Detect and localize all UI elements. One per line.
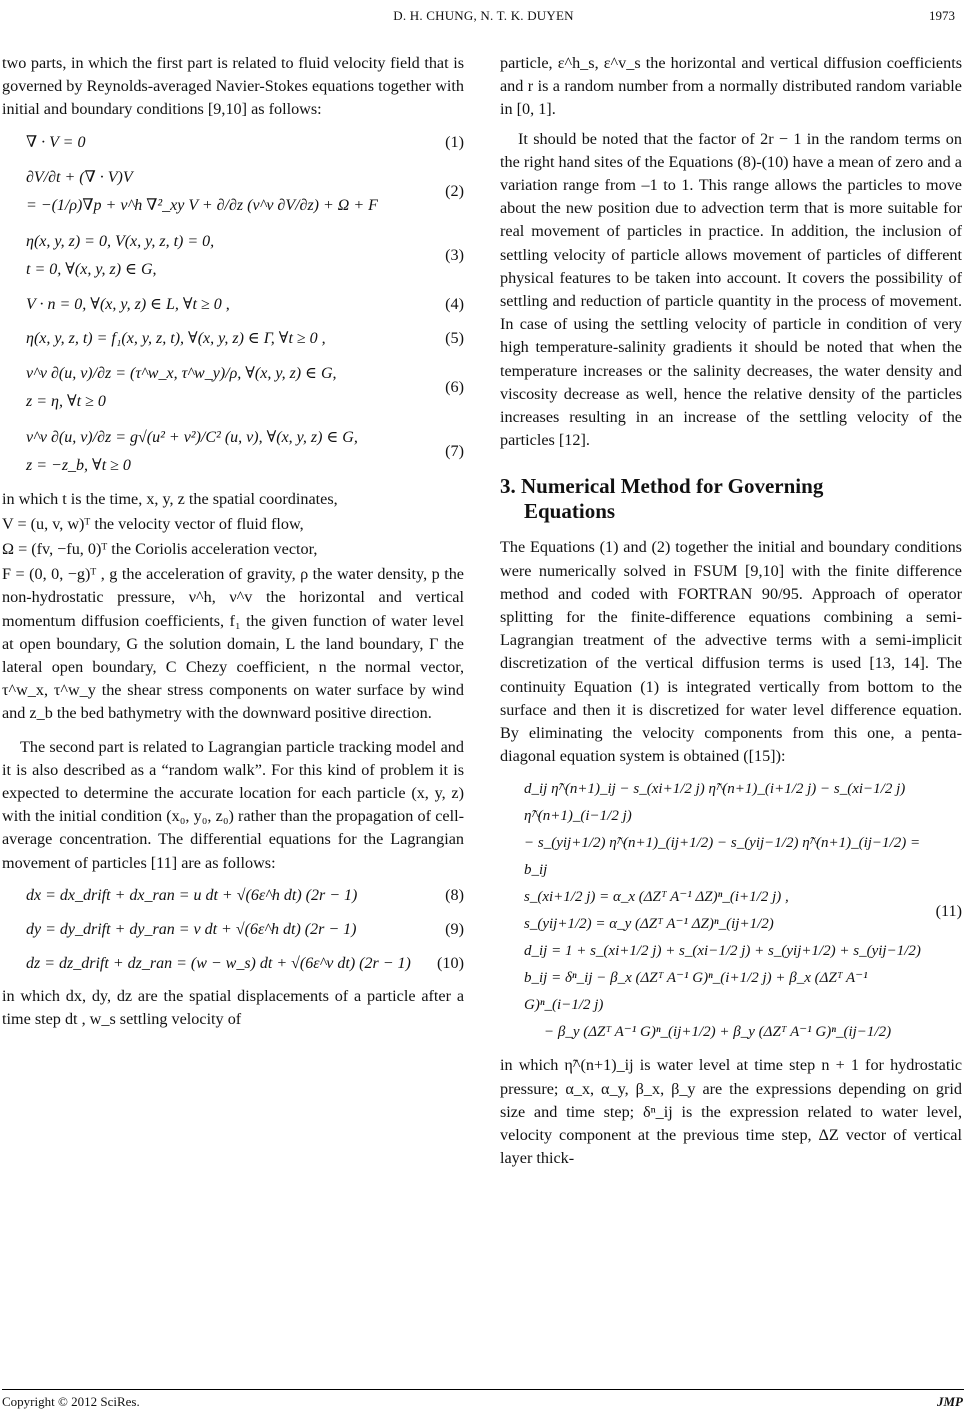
journal-abbreviation: JMP — [937, 1394, 963, 1409]
equation-line: η(x, y, z) = 0, V(x, y, z, t) = 0, — [26, 232, 215, 250]
paragraph: in which dx, dy, dz are the spatial displacements of a particle after a time step dt , w_s settling velocity of — [2, 986, 464, 1029]
equation-3 — [2, 228, 464, 284]
equation-number: (9) — [445, 920, 464, 939]
equation-line: b_ij = δⁿ_ij − β_x (ΔZᵀ A⁻¹ G)ⁿ_(i+1/2 j) + β_x (ΔZᵀ A⁻¹ G)ⁿ_(i−1/2 j) — [524, 970, 868, 1014]
equation-number: (5) — [445, 329, 464, 347]
page-number: 1973 — [929, 8, 955, 23]
right-column — [500, 52, 962, 1171]
equation-2 — [2, 164, 464, 220]
equation-line: t = 0, ∀(x, y, z) ∈ G, — [26, 260, 157, 278]
left-column — [2, 52, 464, 1031]
equation-body: V · n = 0, ∀(x, y, z) ∈ L, ∀t ≥ 0 , — [26, 295, 230, 313]
equation-number: (6) — [445, 378, 464, 396]
equation-number: (4) — [445, 295, 464, 313]
symbol-definition: in which t is the time, x, y, z the spatial coordinates, — [2, 489, 338, 508]
equation-line: s_(xi+1/2 j) = α_x (ΔZᵀ A⁻¹ ΔZ)ⁿ_(i+1/2 j) , — [524, 889, 789, 906]
equation-number: (3) — [445, 246, 464, 264]
equation-6 — [2, 360, 464, 416]
equation-5 — [2, 326, 464, 352]
equation-1 — [2, 130, 464, 156]
paragraph: The second part is related to Lagrangian particle tracking model and it is also described as a “random walk”. For this kind of problem it is expected to determine the accurate location for each particle (x, y, z) with the initial condition (x₀, y₀, z₀) rather than the propagation of cell-average concentration. The differential equations for the Lagrangian movement of particles [11] are as follows: — [2, 737, 464, 872]
equation-line: − β_y (ΔZᵀ A⁻¹ G)ⁿ_(ij+1/2) + β_y (ΔZᵀ A⁻¹ G)ⁿ_(ij−1/2) — [544, 1024, 892, 1041]
equation-number: (8) — [445, 886, 464, 905]
equation-line: z = −z_b, ∀t ≥ 0 — [26, 456, 131, 474]
equation-8 — [2, 883, 464, 909]
equation-line: d_ij η̃^(n+1)_ij − s_(xi+1/2 j) η̃^(n+1)_(i+1/2 j) − s_(xi−1/2 j) η̃^(n+1)_(i−1/2 j) — [524, 781, 906, 825]
equation-line: ν^v ∂(u, v)/∂z = (τ^w_x, τ^w_y)/ρ, ∀(x, y, z) ∈ G, — [26, 364, 337, 382]
section-heading-line: Equations — [524, 499, 616, 524]
equation-7 — [2, 424, 464, 480]
equation-line: ν^v ∂(u, v)/∂z = g√(u² + v²)/C² (u, v), ∀(x, y, z) ∈ G, — [26, 428, 358, 446]
equation-body: ∇ · V = 0 — [26, 133, 86, 151]
paragraph: The Equations (1) and (2) together the initial and boundary conditions were numerically solved in FSUM [9,10] with the finite difference method and coded with FORTRAN 90/95. Approach of operator splitting for the finite-difference equations combining a semi-Lagrangian treatment of the advective terms with a semi-implicit discretization of the vertical diffusion terms is used [13, 14]. The continuity Equation (1) is integrated vertically from bottom to the surface and then it is discretized for water level difference equation. By eliminating the velocity components from this one, a penta-diagonal equation system is obtained ([15]): — [500, 538, 962, 766]
copyright-notice: Copyright © 2012 SciRes. — [2, 1394, 140, 1409]
equation-number: (7) — [445, 442, 464, 460]
equation-body: dy = dy_drift + dy_ran = v dt + √(6ε^h dt) (2r − 1) — [26, 920, 357, 938]
equation-line: s_(yij+1/2) = α_y (ΔZᵀ A⁻¹ ΔZ)ⁿ_(ij+1/2) — [524, 916, 774, 933]
symbol-definition: V = (u, v, w)ᵀ the velocity vector of fluid flow, — [2, 514, 304, 533]
running-head: D. H. CHUNG, N. T. K. DUYEN — [393, 8, 574, 23]
equation-number: (10) — [437, 954, 464, 973]
footer-rule — [2, 1389, 964, 1390]
equation-number: (1) — [445, 133, 464, 151]
equation-number: (11) — [935, 901, 962, 920]
equation-4 — [2, 292, 464, 318]
equation-number: (2) — [445, 182, 464, 200]
equation-body: dx = dx_drift + dx_ran = u dt + √(6ε^h dt) (2r − 1) — [26, 886, 358, 904]
equation-10 — [2, 951, 464, 977]
equation-body: η(x, y, z, t) = f₁(x, y, z, t), ∀(x, y, z) ∈ Γ, ∀t ≥ 0 , — [26, 329, 326, 347]
paragraph: particle, ε^h_s, ε^v_s the horizontal and vertical diffusion coefficients and r is a random number from a normally distributed random variable in [0, 1]. — [500, 54, 962, 119]
paragraph: in which η̃^(n+1)_ij is water level at time step n + 1 for hydrostatic pressure; α_x, α_y, β_x, β_y are the expressions depending on grid size and time step; δⁿ_ij is the expression related to water level, velocity component at the previous time step, ΔZ vector of vertical layer thick- — [500, 1056, 962, 1168]
equation-body: dz = dz_drift + dz_ran = (w − w_s) dt + √(6ε^v dt) (2r − 1) — [26, 954, 411, 972]
paragraph: two parts, in which the first part is related to fluid velocity field that is governed by Reynolds-averaged Navier-Stokes equations together with initial and boundary conditions [9,10] as follows: — [2, 54, 464, 119]
section-heading — [500, 474, 962, 524]
equation-9 — [2, 917, 464, 943]
equation-11 — [500, 776, 962, 1046]
symbol-definition: Ω = (fv, −fu, 0)ᵀ the Coriolis acceleration vector, — [2, 540, 318, 559]
equation-line: = −(1/ρ)∇p + ν^h ∇²_xy V + ∂/∂z (ν^v ∂V/∂z) + Ω + F — [26, 196, 378, 214]
equation-line: d_ij = 1 + s_(xi+1/2 j) + s_(xi−1/2 j) + s_(yij+1/2) + s_(yij−1/2) — [524, 943, 921, 960]
symbol-definition: F = (0, 0, −g)ᵀ , g the acceleration of gravity, ρ the water density, p the non-hydrostatic pressure, ν^h, ν^v the horizontal and vertical momentum diffusion coefficients, f₁ the given function of water level at open boundary, G the solution domain, L the land boundary, Γ the lateral open boundary, C Chezy coefficient, n the normal vector, τ^w_x, τ^w_y the shear stress components on water surface by wind and z_b the bed bathymetry with the downward positive direction. — [2, 565, 464, 723]
equation-line: ∂V/∂t + (∇ · V)V — [26, 168, 133, 186]
section-heading-line: 3. Numerical Method for Governing — [500, 474, 824, 499]
equation-line: z = η, ∀t ≥ 0 — [26, 392, 106, 410]
equation-line: − s_(yij+1/2) η̃^(n+1)_(ij+1/2) − s_(yij−1/2) η̃^(n+1)_(ij−1/2) = b_ij — [524, 835, 921, 879]
paragraph: It should be noted that the factor of 2r − 1 in the random terms on the right hand sites of the Equations (8)-(10) have a mean of zero and a variation range from –1 to 1. This range allows the particles to move about the new position due to advection term that is more suitable for real movement of particles in practice. In addition, the inclusion of settling velocity of particle allows movement of particles of different physical features to be taken into account. It covers the possibility of settling and reduction of particle quantity in the process of movement. In case of using the settling velocity of particle in condition of very high temperature-salinity gradients it should be noted that when the temperature increases or the salinity decreases, the water density and viscosity decrease as well, hence the relative density of the particles increases resulting in an increase of the settling velocity of the particles [12]. — [500, 129, 962, 450]
